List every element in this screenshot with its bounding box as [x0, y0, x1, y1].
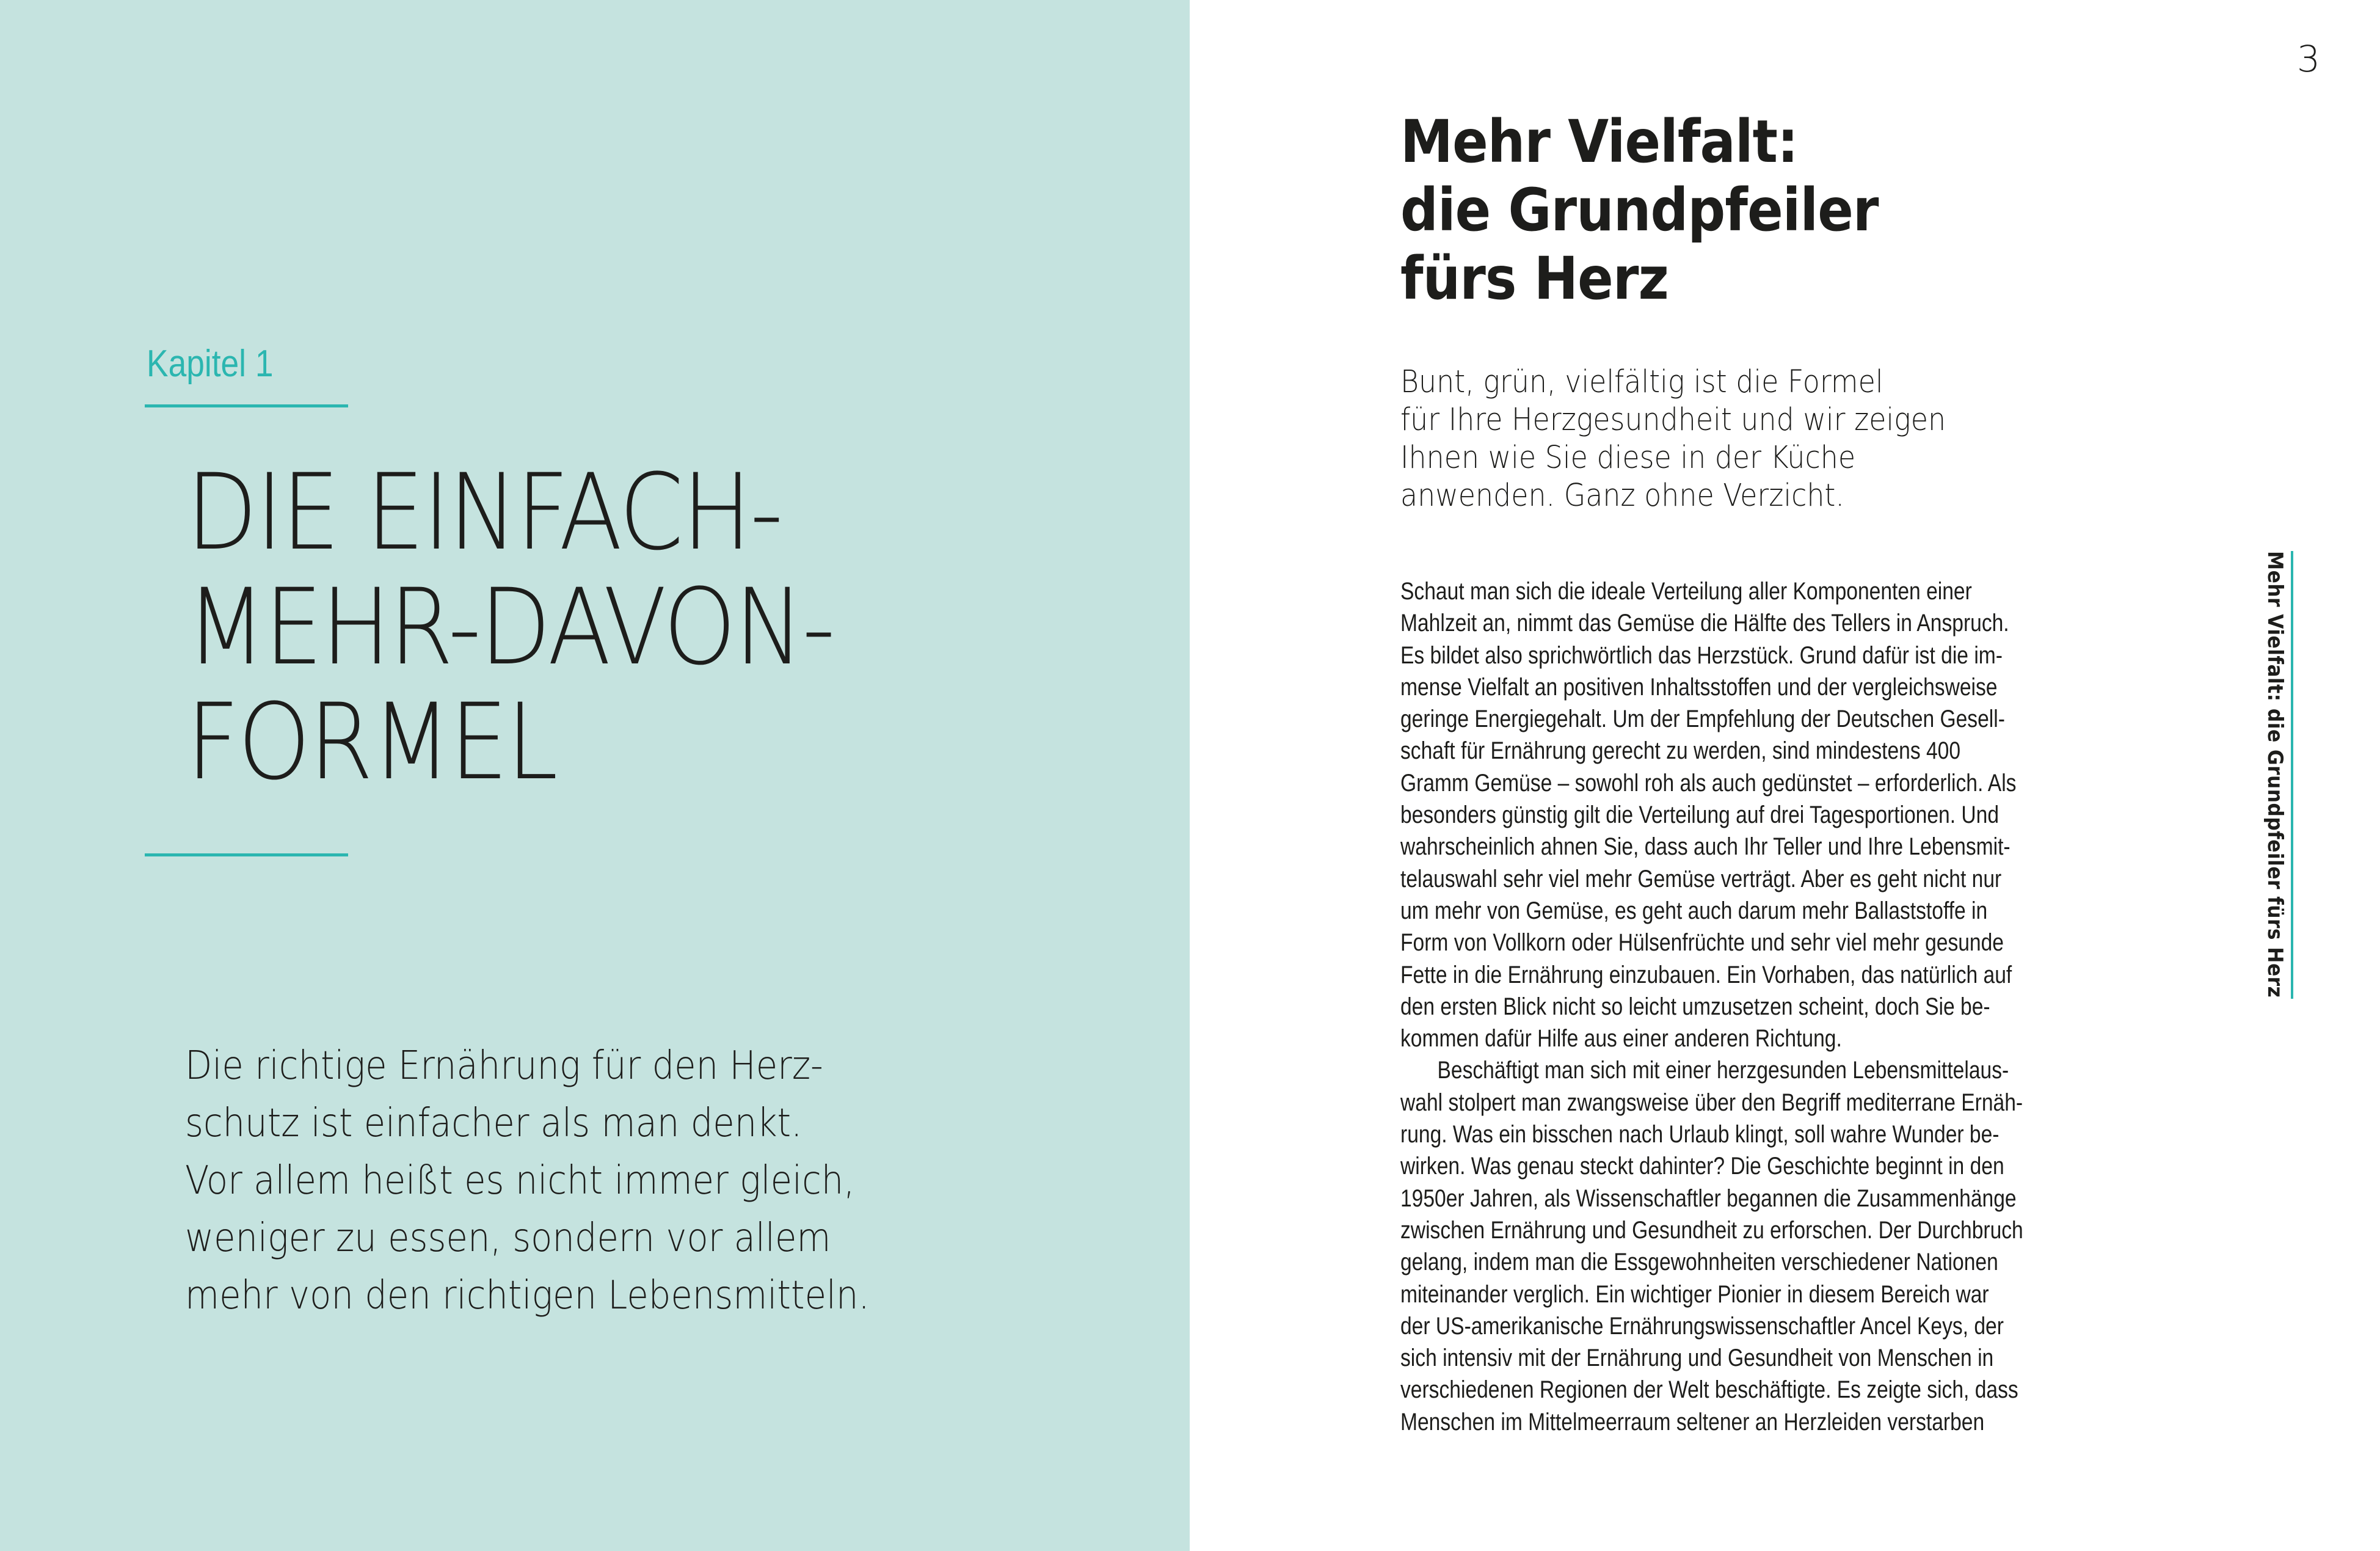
section-title — [1400, 108, 2115, 313]
chapter-title — [186, 451, 1046, 803]
chapter-title-line: MEHR-DAVON- — [186, 566, 834, 688]
chapter-intro — [185, 1037, 1010, 1324]
body-line: kommen dafür Hilfe aus einer anderen Richtung. — [1400, 1025, 1842, 1053]
body-text — [1400, 575, 2108, 1438]
body-line: Gramm Gemüse – sowohl roh als auch gedünstet – erforderlich. Als — [1400, 769, 2017, 797]
section-title-line: Mehr Vielfalt: — [1400, 108, 1798, 176]
lead-line: Ihnen wie Sie diese in der Küche — [1400, 440, 1856, 476]
body-line: rung. Was ein bisschen nach Urlaub klingt, soll wahre Wunder be- — [1400, 1121, 2000, 1148]
body-line: Menschen im Mittelmeerraum seltener an Herzleiden verstarben — [1400, 1408, 1985, 1436]
body-line: Form von Vollkorn oder Hülsenfrüchte und sehr viel mehr gesunde — [1400, 929, 2004, 957]
chapter-rule-top — [145, 404, 348, 407]
section-title-line: die Grundpfeiler — [1400, 176, 1879, 244]
body-line: telauswahl sehr viel mehr Gemüse verträgt. Aber es geht nicht nur — [1400, 865, 2002, 892]
intro-line: Die richtige Ernährung für den Herz- — [185, 1043, 823, 1089]
intro-line: mehr von den richtigen Lebensmitteln. — [185, 1273, 870, 1318]
body-line: Fette in die Ernährung einzubauen. Ein Vorhaben, das natürlich auf — [1400, 961, 2012, 988]
body-line: besonders günstig gilt die Verteilung auf drei Tagesportionen. Und — [1400, 801, 2000, 829]
lead-paragraph — [1400, 363, 2005, 515]
body-line: 1950er Jahren, als Wissenschaftler begannen die Zusammenhänge — [1400, 1184, 2017, 1212]
running-head-rule — [2291, 551, 2293, 999]
lead-line: für Ihre Herzgesundheit und wir zeigen — [1400, 402, 1946, 438]
body-line: um mehr von Gemüse, es geht auch darum mehr Ballaststoffe in — [1400, 897, 1988, 924]
body-line: sich intensiv mit der Ernährung und Gesundheit von Menschen in — [1400, 1345, 1994, 1372]
body-line: Schaut man sich die ideale Verteilung aller Komponenten einer — [1400, 578, 1972, 605]
body-line: wirken. Was genau steckt dahinter? Die Geschichte beginnt in den — [1400, 1153, 2004, 1180]
body-line: miteinander verglich. Ein wichtiger Pionier in diesem Bereich war — [1400, 1280, 1989, 1308]
intro-line: weniger zu essen, sondern vor allem — [185, 1216, 831, 1261]
body-line: Es bildet also sprichwörtlich das Herzstück. Grund dafür ist die im- — [1400, 641, 2003, 669]
right-page — [1190, 0, 2380, 1551]
chapter-title-line: FORMEL — [186, 681, 557, 803]
body-line: den ersten Blick nicht so leicht umzusetzen scheint, doch Sie be- — [1400, 993, 1990, 1020]
body-line: wahrscheinlich ahnen Sie, dass auch Ihr Teller und Ihre Lebensmit- — [1400, 833, 2011, 861]
running-head: Mehr Vielfalt: die Grundpfeiler fürs Herz — [2263, 551, 2287, 998]
body-line: Beschäftigt man sich mit einer herzgesunden Lebensmittelaus- — [1437, 1057, 2009, 1084]
section-title-line: fürs Herz — [1400, 244, 1669, 313]
body-line: Mahlzeit an, nimmt das Gemüse die Hälfte des Tellers in Anspruch. — [1400, 610, 2009, 637]
body-line: gelang, indem man die Essgewohnheiten verschiedener Nationen — [1400, 1249, 1998, 1276]
lead-line: anwenden. Ganz ohne Verzicht. — [1400, 478, 1845, 514]
intro-line: Vor allem heißt es nicht immer gleich, — [185, 1158, 855, 1203]
chapter-rule-bottom — [145, 853, 348, 856]
body-line: zwischen Ernährung und Gesundheit zu erforschen. Der Durchbruch — [1400, 1216, 2023, 1244]
lead-line: Bunt, grün, vielfältig ist die Formel — [1400, 364, 1883, 400]
body-line: der US-amerikanische Ernährungswissenschaftler Ancel Keys, der — [1400, 1312, 2004, 1340]
chapter-title-line: DIE EINFACH- — [186, 451, 782, 574]
body-line: verschiedenen Regionen der Welt beschäftigte. Es zeigte sich, dass — [1400, 1376, 2018, 1404]
page-number: 3 — [2296, 38, 2320, 81]
body-line: mense Vielfalt an positiven Inhaltsstoffen und der vergleichsweise — [1400, 673, 1998, 701]
body-line: wahl stolpert man zwangsweise über den Begriff mediterrane Ernäh- — [1400, 1089, 2023, 1116]
body-line: schaft für Ernährung gerecht zu werden, sind mindestens 400 — [1400, 737, 1961, 765]
intro-line: schutz ist einfacher als man denkt. — [185, 1101, 802, 1146]
body-line: geringe Energiegehalt. Um der Empfehlung der Deutschen Gesell- — [1400, 706, 2005, 733]
chapter-label: Kapitel 1 — [147, 343, 274, 385]
